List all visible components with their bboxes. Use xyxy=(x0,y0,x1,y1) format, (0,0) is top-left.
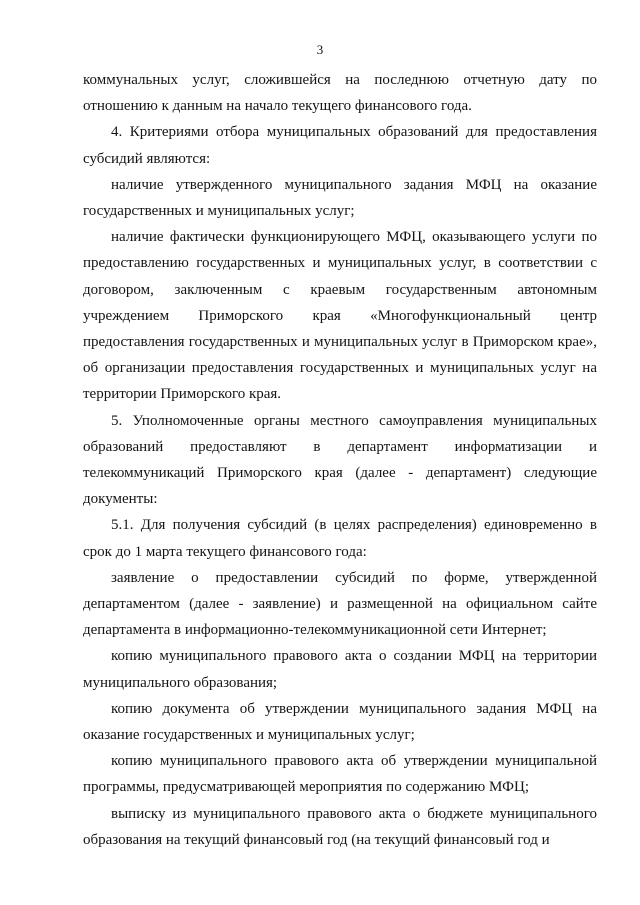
paragraph-document-program: копию муниципального правового акта об утверждении муниципальной программы, предусматривающей мероприятия по содержанию МФЦ; xyxy=(83,753,597,796)
paragraph-document-application: заявление о предоставлении субсидий по форме, утвержденной департаментом (далее - заявление) и размещенной на официальном сайте департамента в информационно-телекоммуникационной сети Интернет; xyxy=(83,569,597,639)
paragraph-item-5: 5. Уполномоченные органы местного самоуправления муниципальных образований предоставляют в департамент информатизации и телекоммуникаций Приморского края (далее - департамент) следующие документы: xyxy=(83,412,597,508)
paragraph-document-mfc-task: копию документа об утверждении муниципального задания МФЦ на оказание государственных и муниципальных услуг; xyxy=(83,700,597,744)
paragraph-continuation: коммунальных услуг, сложившейся на последнюю отчетную дату по отношению к данным на начало текущего финансового года. xyxy=(83,72,597,115)
page-number: 3 xyxy=(316,42,324,57)
paragraph-item-4: 4. Критериями отбора муниципальных образований для предоставления субсидий являются: xyxy=(83,124,597,167)
paragraph-document-budget-extract: выписку из муниципального правового акта о бюджете муниципального образования на текущий финансовый год (на текущий финансовый год и xyxy=(83,805,597,848)
paragraph-document-mfc-act: копию муниципального правового акта о создании МФЦ на территории муниципального образования; xyxy=(83,648,597,691)
document-body xyxy=(83,67,597,853)
paragraph-criterion-2: наличие фактически функционирующего МФЦ, оказывающего услуги по предоставлению государственных и муниципальных услуг, в соответствии с договором, заключенным с краевым государственным автономным учреждением Приморского края «Многофункциональный центр предоставления государственных и муниципальных услуг в Приморском крае», об организации предоставления государственных и муниципальных услуг на территории Приморского края. xyxy=(83,229,597,403)
paragraph-item-5-1: 5.1. Для получения субсидий (в целях распределения) единовременно в срок до 1 марта текущего финансового года: xyxy=(83,517,597,560)
paragraph-criterion-1: наличие утвержденного муниципального задания МФЦ на оказание государственных и муниципальных услуг; xyxy=(83,176,597,220)
